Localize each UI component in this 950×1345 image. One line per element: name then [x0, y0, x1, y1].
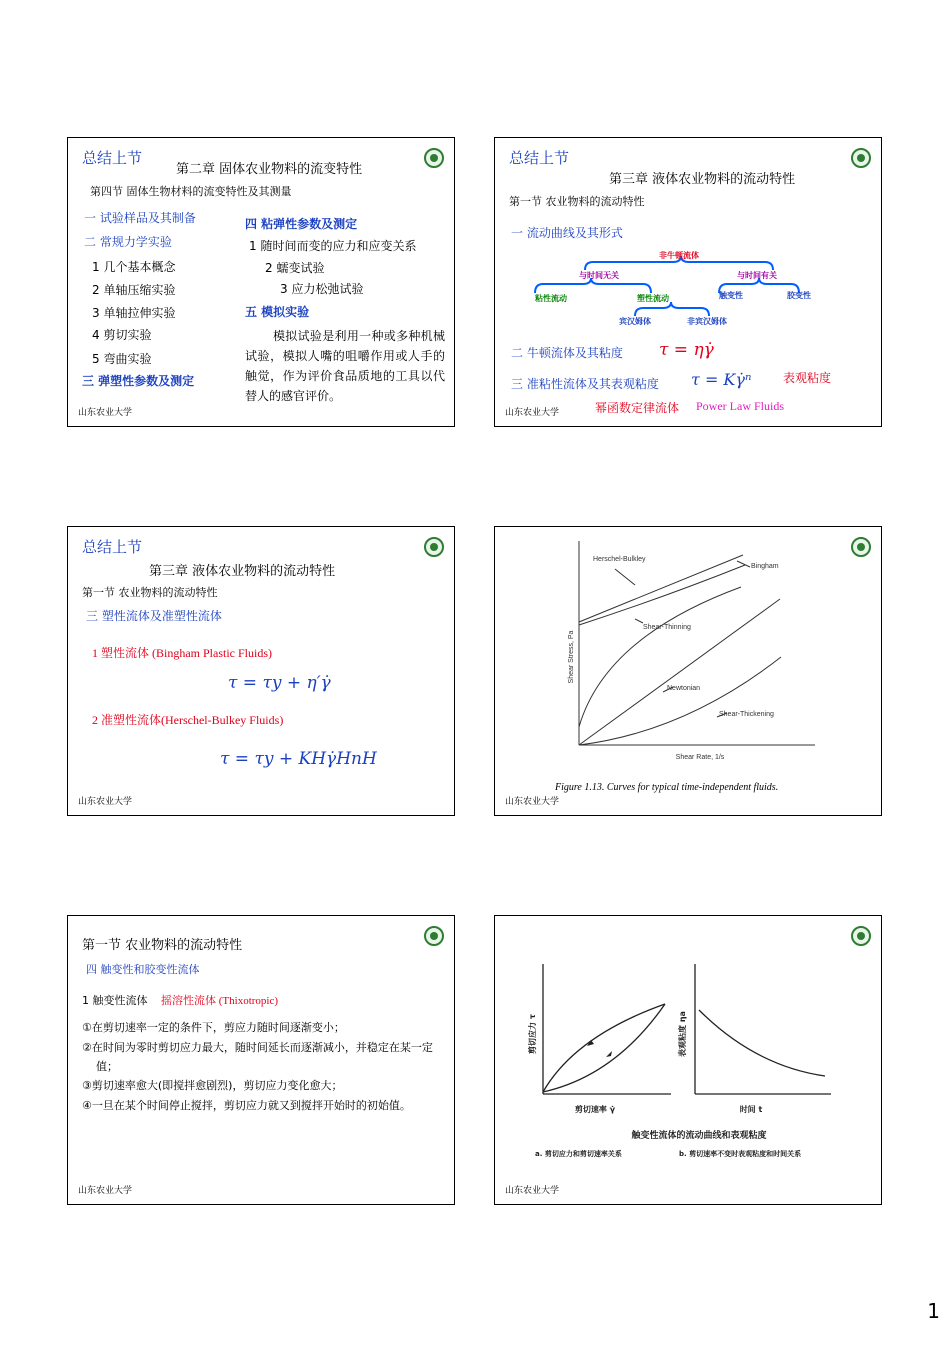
list-item: 四 触变性和胶变性流体 — [86, 963, 200, 976]
tree-node: 与时间无关 — [579, 271, 619, 280]
slide-heading: 总结上节 — [509, 149, 570, 167]
newton-equation: τ = ηγ̇ — [659, 340, 714, 360]
tree-node: 胶变性 — [787, 291, 811, 300]
list-item: 五 模拟实验 — [245, 305, 310, 319]
list-item: 4 剪切实验 — [92, 328, 152, 342]
list-item: 2 单轴压缩实验 — [92, 283, 176, 297]
university-name: 山东农业大学 — [505, 1186, 560, 1196]
page-number: 1 — [927, 1299, 940, 1323]
herschel-bulkey-equation: τ = τy + KHγ̇HnH — [220, 749, 377, 769]
section-title: 第一节 农业物料的流动特性 — [82, 938, 243, 953]
section-title: 第一节 农业物料的流动特性 — [509, 195, 645, 208]
chapter-title: 第二章 固体农业物料的流变特性 — [176, 162, 363, 177]
list-item: 三 准粘性流体及其表观粘度 — [511, 377, 659, 391]
slide-heading: 总结上节 — [82, 149, 143, 167]
university-name: 山东农业大学 — [78, 1186, 133, 1196]
tree-node: 非宾汉姆体 — [687, 317, 727, 326]
y-axis-label: Shear Stress, Pa — [568, 630, 575, 684]
list-item: 一 试验样品及其制备 — [84, 211, 196, 225]
university-logo-icon — [424, 537, 444, 557]
point-2: ②在时间为零时剪切应力最大，随时间延长而逐渐减小，并稳定在某一定值； — [82, 1041, 433, 1073]
a-y-label: 剪切应力 τ — [528, 1014, 537, 1054]
list-item: 2 蠕变试验 — [265, 261, 325, 275]
university-name: 山东农业大学 — [505, 797, 560, 807]
thixotropic-title: 1 触变性流体 — [82, 994, 148, 1007]
university-logo-icon — [424, 148, 444, 168]
university-name: 山东农业大学 — [78, 408, 133, 418]
point-4: ④一旦在某个时间停止搅拌，剪切应力就又到搅拌开始时的初始值。 — [82, 1099, 411, 1112]
power-law-en: Power Law Fluids — [696, 399, 784, 413]
figure-caption: 触变性流体的流动曲线和表观粘度 — [631, 1131, 767, 1141]
chapter-title: 第三章 液体农业物料的流动特性 — [149, 564, 336, 579]
slide-5 — [67, 915, 455, 1205]
subheading — [82, 992, 278, 1008]
chapter-title: 第三章 液体农业物料的流动特性 — [609, 172, 796, 187]
a-up-curve — [543, 1004, 665, 1092]
list-item: 三 弹塑性参数及测定 — [82, 374, 195, 388]
section-title: 第四节 固体生物材料的流变特性及其测量 — [90, 185, 292, 198]
list-item: 5 弯曲实验 — [92, 352, 152, 366]
list-item: 3 应力松弛试验 — [280, 282, 364, 296]
slide-4 — [494, 526, 882, 816]
curve-label: Newtonian — [667, 685, 701, 692]
list-item: 二 常规力学实验 — [84, 235, 172, 249]
figure-caption: Figure 1.13. Curves for typical time-independent fluids. — [555, 782, 779, 793]
list-item: 1 几个基本概念 — [92, 260, 176, 274]
sub-caption-a: a. 剪切应力和剪切速率关系 — [535, 1150, 622, 1158]
list-item: 三 塑性流体及准塑性流体 — [86, 609, 222, 623]
thixotropic-figure — [495, 916, 882, 1205]
list-item: 3 单轴拉伸实验 — [92, 306, 176, 320]
flow-curves-figure — [495, 527, 882, 816]
curve-label: Shear-Thinning — [643, 624, 691, 631]
a-down-curve — [543, 1004, 665, 1092]
thixotropic-en: 摇溶性流体 (Thixotropic) — [161, 995, 279, 1007]
bingham-curve — [579, 555, 743, 622]
section-title: 第一节 农业物料的流动特性 — [82, 586, 218, 599]
list-item: 一 流动曲线及其形式 — [511, 226, 623, 240]
point-3: ③剪切速率愈大(即搅拌愈剧烈)，剪切应力变化愈大； — [82, 1079, 343, 1092]
herschel-bulkey-title: 2 准塑性流体(Herschel-Bulkey Fluids) — [92, 713, 284, 727]
university-name: 山东农业大学 — [78, 797, 133, 807]
newtonian-curve — [579, 599, 780, 745]
slide-1 — [67, 137, 455, 427]
a-x-label: 剪切速率 γ̇ — [574, 1105, 616, 1114]
x-axis-label: Shear Rate, 1/s — [675, 754, 725, 761]
slide-heading: 总结上节 — [82, 538, 143, 556]
slide-3 — [67, 526, 455, 816]
apparent-viscosity-label: 表观粘度 — [783, 371, 832, 385]
bingham-equation: τ = τy + η′γ̇ — [228, 673, 331, 693]
curve-label: Bingham — [751, 563, 779, 570]
tree-node: 触变性 — [719, 291, 743, 300]
tree-node: 塑性流动 — [637, 294, 669, 303]
tree-node: 与时间有关 — [737, 271, 777, 280]
b-y-label: 表观粘度 ηa — [678, 1011, 687, 1057]
power-law-equation: τ = Kγ̇ⁿ — [691, 370, 752, 389]
shear-thinning-curve — [579, 587, 741, 727]
paragraph: 模拟试验是利用一种或多种机械试验，模拟人嘴的咀嚼作用或人手的触觉，作为评价食品质地的工具以代替人的感官评价。 — [245, 329, 445, 403]
tree-node: 宾汉姆体 — [619, 317, 651, 326]
list-item: 二 牛顿流体及其粘度 — [511, 346, 623, 360]
bingham-title: 1 塑性流体 (Bingham Plastic Fluids) — [92, 646, 273, 660]
sub-caption-b: b. 剪切速率不变时表观粘度和时间关系 — [679, 1150, 802, 1158]
tree-node: 粘性流动 — [535, 294, 567, 303]
university-name: 山东农业大学 — [505, 408, 560, 418]
b-x-label: 时间 t — [739, 1105, 763, 1114]
slide-6 — [494, 915, 882, 1205]
list-item: 1 随时间而变的应力和应变关系 — [249, 239, 417, 253]
list-item: 四 粘弹性参数及测定 — [245, 217, 358, 231]
curve-label: Shear-Thickening — [719, 711, 774, 718]
b-viscosity-curve — [699, 1010, 825, 1076]
slide-2 — [494, 137, 882, 427]
tree-node: 非牛顿流体 — [659, 251, 699, 260]
curve-label: Herschel-Bulkley — [593, 556, 646, 563]
power-law-cn: 幂函数定律流体 — [595, 401, 680, 415]
university-logo-icon — [424, 926, 444, 946]
point-1: ①在剪切速率一定的条件下，剪应力随时间逐渐变小； — [82, 1021, 345, 1034]
